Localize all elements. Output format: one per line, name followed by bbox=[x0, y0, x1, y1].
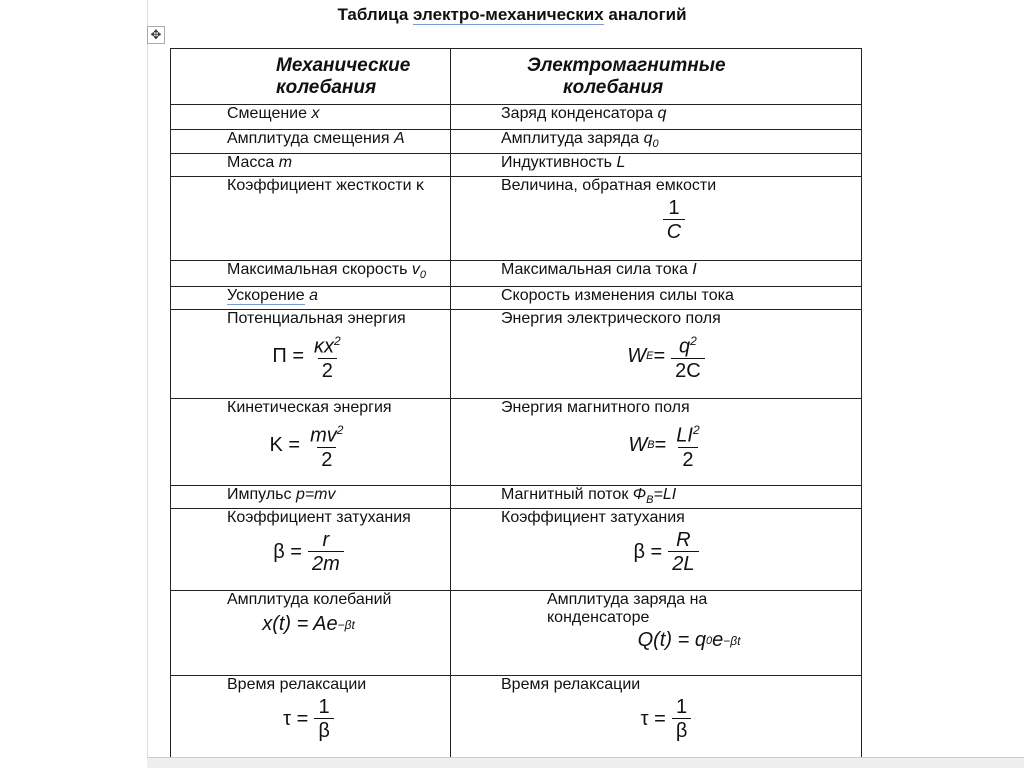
table-row: Ускорение a Скорость изменения силы тока bbox=[171, 287, 862, 310]
table-row: Смещение x Заряд конденсатора q bbox=[171, 105, 862, 130]
table-row: Амплитуда колебаний x(t) = Ae −βt Амплитуда заряда на конденсаторе Q(t) = q 0 e −βt bbox=[171, 591, 862, 676]
header-mechanical: Механические колебания bbox=[171, 49, 451, 105]
table-row: Кинетическая энергия K = $\frac{mv^2}{2}$ Энергия магнитного поля W B = $\frac{LI^2}{2}$ bbox=[171, 399, 862, 486]
table-row: Импульс p=mv Магнитный поток $\Phi_B=LI$ bbox=[171, 486, 862, 509]
table-row: Масса m Индуктивность L bbox=[171, 154, 862, 177]
table-row: Максимальная скорость $v_0$ Максимальная сила тока I bbox=[171, 261, 862, 287]
table-row: Потенциальная энергия Π = $\frac{\kappa x^2}{2}$ Энергия электрического поля W E = $\frac{q^2}{2C}$ bbox=[171, 310, 862, 399]
table-row: Время релаксации τ = $\frac{1}{\beta}$ Время релаксации τ = $\frac{1}{\beta}$ bbox=[171, 676, 862, 766]
table-header-row bbox=[171, 49, 862, 105]
page-edge bbox=[147, 0, 148, 757]
header-electromagnetic: Электромагнитные колебания bbox=[451, 49, 862, 105]
table-row: Коэффициент жесткости κ Величина, обратная емкости 1 C bbox=[171, 177, 862, 261]
spellcheck-underlined-word: электро-механических bbox=[413, 5, 604, 24]
document-title: Таблица электро-механических аналогий bbox=[337, 5, 687, 24]
table-move-handle-icon[interactable]: ✥ bbox=[147, 26, 165, 44]
table-row: Коэффициент затухания β = $\frac{r}{2m}$ Коэффициент затухания β = $\frac{R}{2L}$ bbox=[171, 509, 862, 591]
table-row: Амплитуда смещения A Амплитуда заряда $q_0$ bbox=[171, 130, 862, 154]
page-bottom-edge bbox=[147, 757, 1024, 768]
analogies-table bbox=[170, 48, 862, 766]
